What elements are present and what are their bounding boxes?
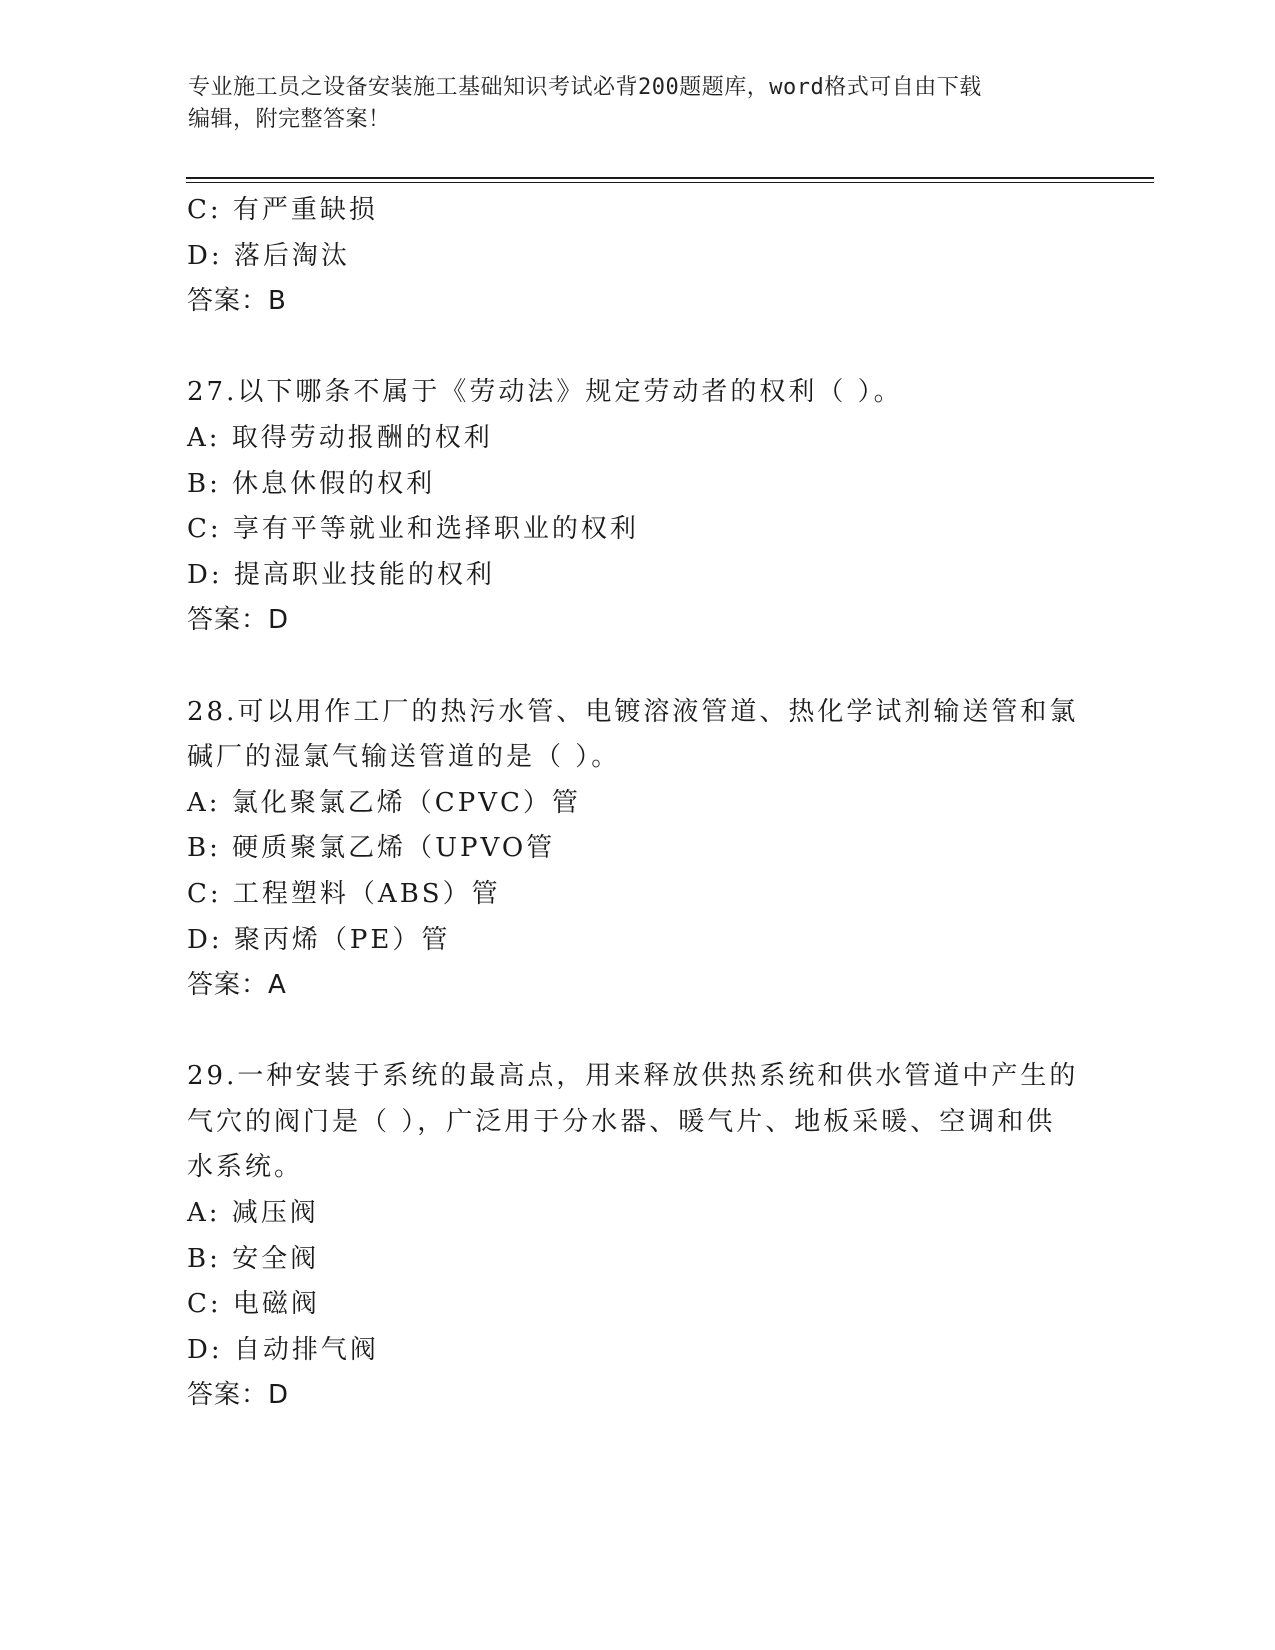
question-29 bbox=[187, 1054, 1087, 1419]
header-divider-thin bbox=[186, 182, 1154, 183]
question-27 bbox=[187, 370, 1087, 644]
option-b: B: 安全阀 bbox=[187, 1243, 320, 1274]
header-divider-thick bbox=[186, 177, 1154, 179]
document-header bbox=[188, 72, 1068, 136]
question-text-line-2: 气穴的阀门是（ ），广泛用于分水器、暖气片、地板采暖、空调和供 bbox=[187, 1106, 1056, 1137]
answer-line: 答案：D bbox=[187, 1380, 290, 1411]
question-text-line-3: 水系统。 bbox=[187, 1152, 304, 1183]
option-a: A: 取得劳动报酬的权利 bbox=[187, 422, 493, 453]
option-c: C: 工程塑料（ABS）管 bbox=[187, 878, 501, 909]
spacer bbox=[187, 325, 1087, 371]
option-a: A: 氯化聚氯乙烯（CPVC）管 bbox=[187, 787, 581, 818]
option-c: C: 有严重缺损 bbox=[187, 195, 378, 225]
spacer bbox=[187, 1009, 1087, 1055]
option-c: C: 享有平等就业和选择职业的权利 bbox=[187, 514, 639, 545]
question-text: 27.以下哪条不属于《劳动法》规定劳动者的权利（ ）。 bbox=[187, 377, 903, 408]
question-text-line-1: 29.一种安装于系统的最高点，用来释放供热系统和供水管道中产生的 bbox=[187, 1061, 1079, 1092]
option-d: D: 落后淘汰 bbox=[187, 240, 350, 271]
question-list bbox=[187, 188, 1087, 1419]
answer-line: 答案：D bbox=[187, 605, 290, 636]
option-d: D: 聚丙烯（PE）管 bbox=[187, 924, 451, 955]
answer-line: 答案：B bbox=[187, 286, 287, 317]
option-b: B: 休息休假的权利 bbox=[187, 468, 436, 499]
question-text-line-2: 碱厂的湿氯气输送管道的是（ ）。 bbox=[187, 742, 621, 773]
option-d: D: 自动排气阀 bbox=[187, 1334, 379, 1365]
question-28 bbox=[187, 690, 1087, 1009]
header-title-line-1: 专业施工员之设备安装施工基础知识考试必背200题题库，word格式可自由下载 bbox=[188, 75, 982, 100]
question-text-line-1: 28.可以用作工厂的热污水管、电镀溶液管道、热化学试剂输送管和氯 bbox=[187, 696, 1079, 727]
header-title-line-2: 编辑，附完整答案！ bbox=[188, 107, 391, 132]
answer-line: 答案：A bbox=[187, 970, 287, 1001]
question-26-tail bbox=[187, 188, 1087, 325]
option-b: B: 硬质聚氯乙烯（UPVO管 bbox=[187, 833, 556, 864]
option-d: D: 提高职业技能的权利 bbox=[187, 559, 495, 590]
option-c: C: 电磁阀 bbox=[187, 1289, 320, 1320]
spacer bbox=[187, 644, 1087, 690]
option-a: A: 减压阀 bbox=[187, 1198, 319, 1229]
